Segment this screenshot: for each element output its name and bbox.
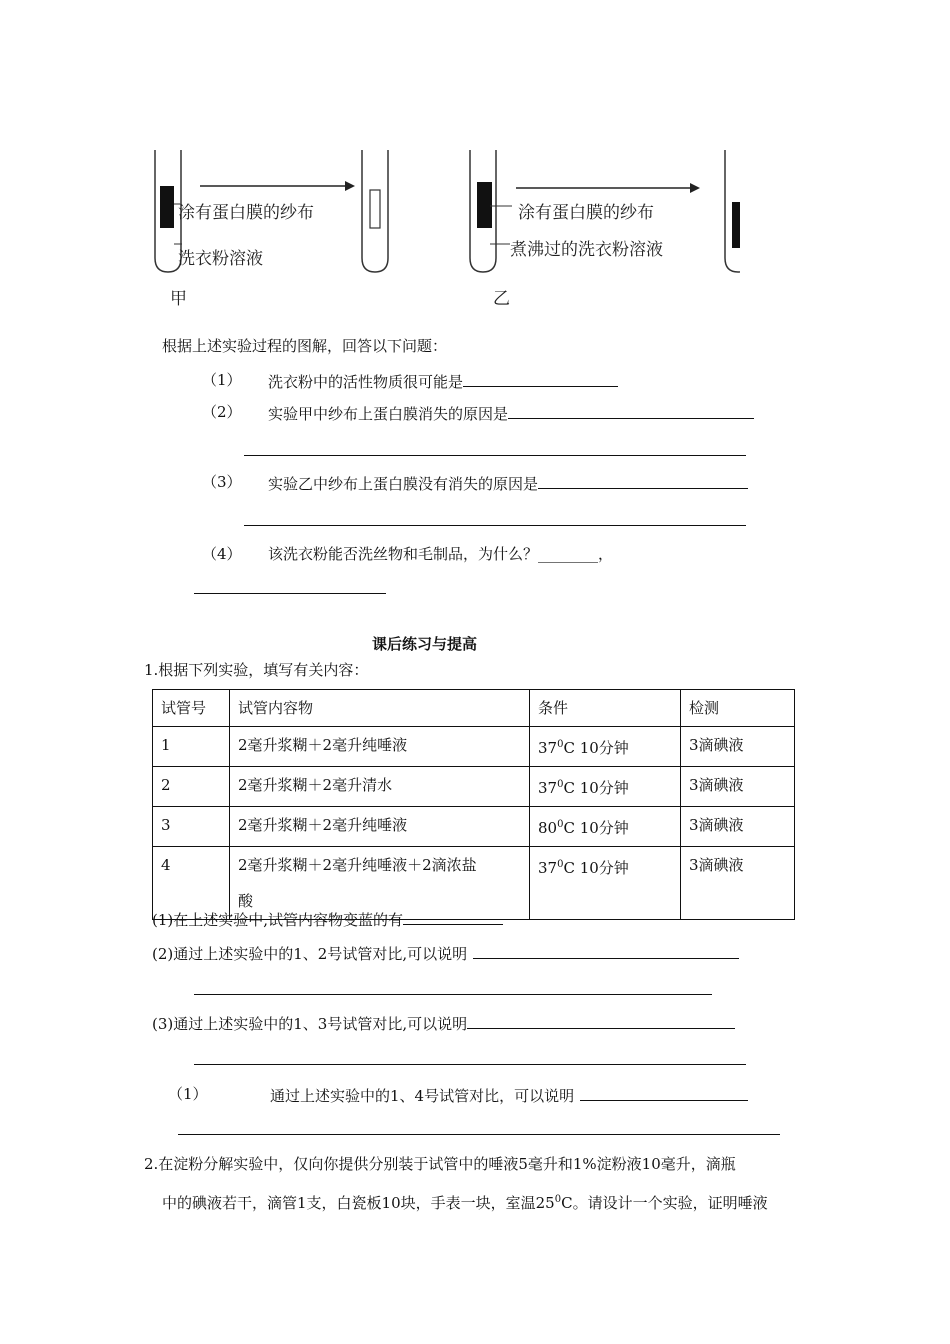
tube-contents: 2毫升浆糊＋2毫升纯唾液 — [230, 727, 530, 767]
condition: $37^0C$ 10分钟 — [530, 847, 681, 920]
test-reagent: 3滴碘液 — [681, 847, 795, 920]
test-reagent: 3滴碘液 — [681, 807, 795, 847]
test-tube-2 — [362, 150, 388, 272]
test-reagent: 3滴碘液 — [681, 727, 795, 767]
question-1: 洗衣粉中的活性物质很可能是 — [268, 370, 618, 392]
header-contents: 试管内容物 — [230, 690, 530, 727]
answer-blank[interactable] — [538, 472, 748, 489]
header-test: 检测 — [681, 690, 795, 727]
question-4-number: （4） — [202, 545, 242, 563]
tube-contents: 2毫升浆糊＋2毫升清水 — [230, 767, 530, 807]
tube-number: 2 — [153, 767, 230, 807]
question-3-number: （3） — [202, 473, 242, 491]
tube-number: 4 — [153, 847, 230, 920]
answer-blank[interactable] — [403, 908, 503, 925]
sub-question-1: (1)在上述实验中,试管内容物变蓝的有 — [152, 908, 503, 930]
condition: $80^0C$ 10分钟 — [530, 807, 681, 847]
header-tube-no: 试管号 — [153, 690, 230, 727]
exercise-2-line-2: 中的碘液若干，滴管1支，白瓷板10块，手表一块，室温$25^0C$。请设计一个实验，证明唾液 — [162, 1194, 768, 1212]
tube-number: 3 — [153, 807, 230, 847]
tube-contents: 2毫升浆糊＋2毫升纯唾液 — [230, 807, 530, 847]
caption-yi: 乙 — [493, 289, 510, 309]
arrow-1-head — [345, 181, 355, 191]
intro-text: 根据上述实验过程的图解，回答以下问题： — [162, 337, 448, 355]
protein-gauze-2 — [477, 182, 492, 228]
condition: $37^0C$ 10分钟 — [530, 727, 681, 767]
header-condition: 条件 — [530, 690, 681, 727]
sub-question-4: 通过上述实验中的1、4号试管对比，可以说明 — [270, 1084, 748, 1106]
sub-question-4-number: （1） — [168, 1085, 208, 1103]
sub-question-3: (3)通过上述实验中的1、3号试管对比,可以说明 — [152, 1012, 735, 1034]
table-row — [153, 727, 795, 767]
test-reagent: 3滴碘液 — [681, 767, 795, 807]
table-header-row — [153, 690, 795, 727]
answer-line[interactable] — [244, 455, 746, 456]
label-boiled-detergent: 煮沸过的洗衣粉溶液 — [510, 240, 663, 260]
tube-contents: 2毫升浆糊＋2毫升纯唾液＋2滴浓盐 酸 — [230, 847, 530, 920]
exercise-1-intro: 1.根据下列实验，填写有关内容： — [144, 661, 369, 679]
answer-line[interactable] — [244, 525, 746, 526]
tube-number: 1 — [153, 727, 230, 767]
answer-blank[interactable] — [473, 942, 739, 959]
section-title: 课后练习与提高 — [372, 635, 478, 653]
label-gauze-2: 涂有蛋白膜的纱布 — [518, 203, 654, 223]
answer-blank[interactable] — [508, 402, 754, 419]
answer-blank[interactable] — [467, 1012, 735, 1029]
caption-jia: 甲 — [170, 289, 187, 309]
table-row — [153, 807, 795, 847]
test-tube-diagram — [140, 140, 740, 310]
table-row — [153, 767, 795, 807]
label-gauze-1: 涂有蛋白膜的纱布 — [178, 203, 314, 223]
sub-question-2: (2)通过上述实验中的1、2号试管对比,可以说明 — [152, 942, 739, 964]
protein-gauze-1 — [160, 186, 174, 228]
answer-blank[interactable] — [463, 370, 618, 387]
label-detergent: 洗衣粉溶液 — [178, 249, 263, 269]
intact-protein-gauze — [732, 202, 740, 248]
answer-line[interactable] — [194, 994, 712, 995]
answer-blank[interactable] — [580, 1084, 748, 1101]
exercise-2-line-1: 2.在淀粉分解实验中，仅向你提供分别装于试管中的唾液5毫升和1%淀粉液10毫升，滴瓶 — [144, 1155, 736, 1173]
answer-line[interactable] — [178, 1134, 780, 1135]
answer-line[interactable] — [194, 1064, 746, 1065]
arrow-2-head — [690, 183, 700, 193]
question-3: 实验乙中纱布上蛋白膜没有消失的原因是 — [268, 472, 748, 494]
question-2: 实验甲中纱布上蛋白膜消失的原因是 — [268, 402, 754, 424]
question-4: 该洗衣粉能否洗丝物和毛制品，为什么？________， — [268, 545, 614, 563]
question-1-number: （1） — [202, 371, 242, 389]
answer-line[interactable] — [194, 593, 386, 594]
experiment-table — [152, 689, 795, 920]
question-2-number: （2） — [202, 403, 242, 421]
clean-gauze — [370, 190, 380, 228]
condition: $37^0C$ 10分钟 — [530, 767, 681, 807]
